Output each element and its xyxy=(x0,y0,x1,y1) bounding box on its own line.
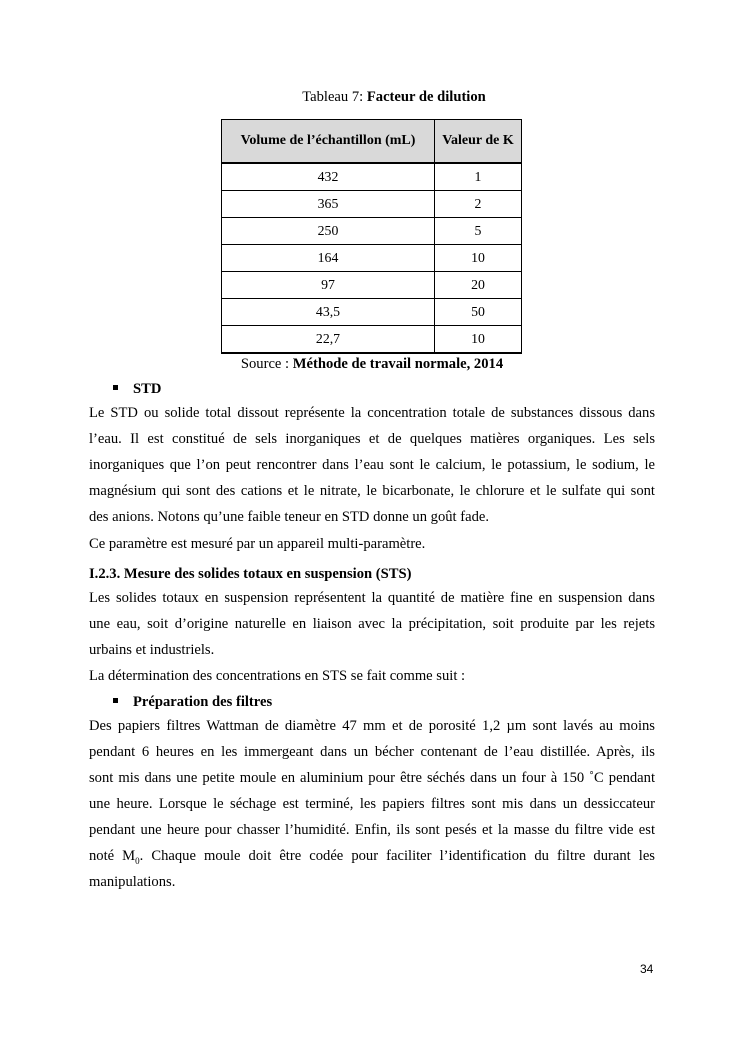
table-caption-prefix: Tableau 7: xyxy=(302,89,364,105)
table-row xyxy=(222,218,522,245)
volume-cell: 164 xyxy=(222,245,435,272)
column-header-volume: Volume de l’échantillon (mL) xyxy=(222,120,435,164)
volume-cell: 22,7 xyxy=(222,326,435,354)
sts-paragraph xyxy=(89,585,655,663)
paragraph-line: Des papiers filtres Wattman de diamètre 47 mm et de porosité 1,2 µm sont lavés au moins xyxy=(89,718,655,734)
subscript-zero: 0 xyxy=(135,855,140,866)
table-row xyxy=(222,191,522,218)
paragraph-line: une heure. Lorsque le séchage est terminé, les papiers filtres sont mis dans un dessiccateur xyxy=(89,796,655,812)
table-source xyxy=(0,355,744,373)
paragraph-line: manipulations. xyxy=(89,874,176,890)
k-cell: 5 xyxy=(435,218,522,245)
square-bullet-icon xyxy=(113,698,118,703)
volume-cell: 250 xyxy=(222,218,435,245)
volume-cell: 365 xyxy=(222,191,435,218)
volume-cell: 43,5 xyxy=(222,299,435,326)
std-heading-text: STD xyxy=(133,381,162,397)
table-row xyxy=(222,163,522,191)
paragraph-line xyxy=(89,843,655,869)
paragraph-line: La détermination des concentrations en STS se fait comme suit : xyxy=(89,668,466,684)
table-header-row xyxy=(222,120,522,164)
volume-cell: 97 xyxy=(222,272,435,299)
k-cell: 10 xyxy=(435,326,522,354)
filters-paragraph xyxy=(89,713,655,895)
page-number: 34 xyxy=(640,962,654,976)
table-row xyxy=(222,272,522,299)
paragraph-line: des anions. Notons qu’une faible teneur en STD donne un goût fade. xyxy=(89,509,490,525)
table-source-prefix: Source : xyxy=(240,356,290,372)
square-bullet-icon xyxy=(113,385,118,390)
volume-cell: 432 xyxy=(222,163,435,191)
paragraph-line: magnésium qui sont des cations et le nitrate, le bicarbonate, le chlorure et le sulfate qui sont xyxy=(89,483,655,499)
std-bullet-heading xyxy=(113,380,161,398)
filters-heading-text: Préparation des filtres xyxy=(133,694,273,710)
filters-bullet-heading xyxy=(113,693,272,711)
paragraph-line: une eau, soit d’origine naturelle en liaison avec la précipitation, soit produite par les rejets xyxy=(89,616,655,632)
table-caption-title: Facteur de dilution xyxy=(366,89,486,105)
sts-method-paragraph xyxy=(89,663,655,689)
k-cell: 50 xyxy=(435,299,522,326)
paragraph-line: pendant 6 heures en les immergeant dans un bécher contenant de l’eau distillée. Après, ils xyxy=(89,744,655,760)
paragraph-line: urbains et industriels. xyxy=(89,642,215,658)
column-header-k: Valeur de K xyxy=(435,120,522,164)
line-text: . Chaque moule doit être codée pour faciliter l’identification du filtre durant les xyxy=(139,848,655,864)
std-paragraph xyxy=(89,400,655,530)
line-text: noté M xyxy=(89,848,136,864)
table-row xyxy=(222,245,522,272)
paragraph-line: pendant une heure pour chasser l’humidité. Enfin, ils sont pesés et la masse du filtre vide est xyxy=(89,822,655,838)
paragraph-line: Ce paramètre est mesuré par un appareil multi-paramètre. xyxy=(89,536,426,552)
dilution-table xyxy=(221,119,522,354)
k-cell: 1 xyxy=(435,163,522,191)
k-cell: 20 xyxy=(435,272,522,299)
std-measure-paragraph xyxy=(89,531,655,557)
paragraph-line: Les solides totaux en suspension représentent la quantité de matière fine en suspension dans xyxy=(89,590,655,606)
paragraph-line: l’eau. Il est constitué de sels inorganiques et de quelques matières organiques. Les sels xyxy=(89,431,655,447)
table-source-title: Méthode de travail normale, 2014 xyxy=(292,356,504,372)
paragraph-line: Le STD ou solide total dissout représente la concentration totale de substances dissous dans xyxy=(89,405,655,421)
table-row xyxy=(222,299,522,326)
paragraph-line: sont mis dans une petite moule en aluminium pour être séchés dans un four à 150 ˚C pendant xyxy=(89,770,655,786)
table-caption xyxy=(0,88,744,106)
paragraph-line: inorganiques que l’on peut rencontrer dans l’eau sont le calcium, le potassium, le sodium, le xyxy=(89,457,655,473)
k-cell: 10 xyxy=(435,245,522,272)
table-row xyxy=(222,326,522,354)
sts-section-heading: I.2.3. Mesure des solides totaux en suspension (STS) xyxy=(89,566,412,582)
k-cell: 2 xyxy=(435,191,522,218)
